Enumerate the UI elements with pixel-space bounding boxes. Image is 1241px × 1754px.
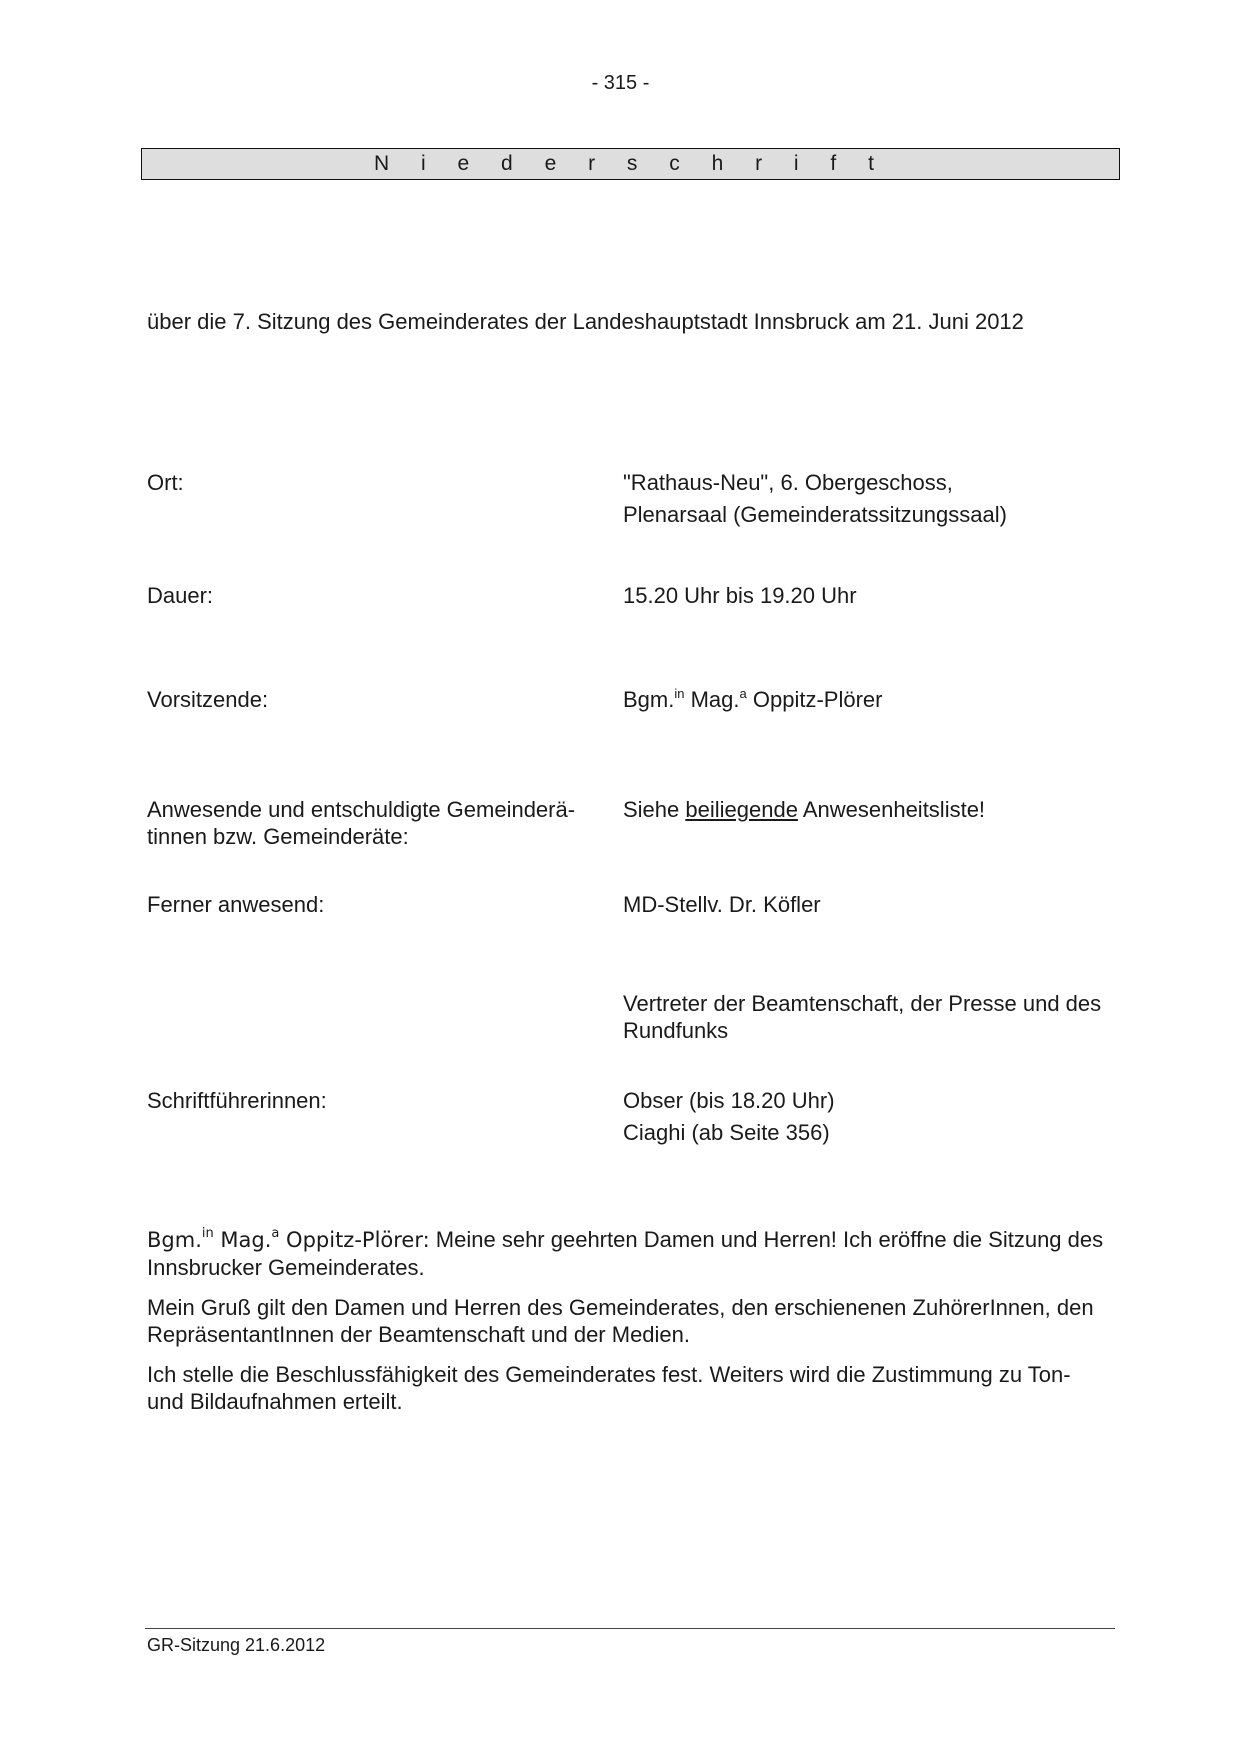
vorsitz-title-suffix: in xyxy=(674,686,685,701)
document-title: N i e d e r s c h r i f t xyxy=(141,148,1120,180)
speech-paragraph-1 xyxy=(147,1226,1107,1281)
speech-paragraph-2: Mein Gruß gilt den Damen und Herren des Gemeinderates, den erschienenen ZuhörerInnen, den RepräsentantInnen der Beamtenschaft und der Medien. xyxy=(147,1295,1094,1347)
footer-text: GR-Sitzung 21.6.2012 xyxy=(147,1635,326,1655)
speaker-degree: Mag. xyxy=(213,1228,272,1252)
vorsitz-name: Oppitz-Plörer xyxy=(746,687,883,712)
vorsitz-degree: Mag. xyxy=(684,687,740,712)
speaker-degree-suffix: a xyxy=(271,1226,280,1241)
vorsitz-label: Vorsitzende: xyxy=(147,687,269,712)
ort-value-line-2: Plenarsaal (Gemeinderatssitzungssaal) xyxy=(623,502,1007,527)
vorsitz-degree-suffix: a xyxy=(739,686,747,701)
page-number: - 315 - xyxy=(591,72,650,94)
dauer-value: 15.20 Uhr bis 19.20 Uhr xyxy=(623,583,857,608)
speaker-title: Bgm. xyxy=(147,1228,202,1252)
vorsitz-value xyxy=(623,684,1113,716)
footer-divider xyxy=(145,1628,1115,1629)
speaker-name: Oppitz-Plörer: xyxy=(279,1228,430,1252)
anwesend-label: Anwesende und entschuldigte Gemeinderä- tinnen bzw. Gemeinderäte: xyxy=(147,797,576,849)
anwesend-suffix: Anwesenheitsliste! xyxy=(797,797,986,822)
vorsitz-title: Bgm. xyxy=(623,687,675,712)
ort-value-line-1: "Rathaus-Neu", 6. Obergeschoss, xyxy=(623,470,953,495)
anwesend-value xyxy=(623,796,1113,823)
schrift-value-line-2: Ciaghi (ab Seite 356) xyxy=(623,1120,830,1145)
schrift-label: Schriftführerinnen: xyxy=(147,1088,327,1113)
speech-paragraph-3: Ich stelle die Beschlussfähigkeit des Gemeinderates fest. Weiters wird die Zustimmung zu Ton- und Bildaufnahmen erteilt. xyxy=(147,1362,1071,1414)
anwesend-underlined: beiliegende xyxy=(685,797,798,822)
vertreter-value: Vertreter der Beamtenschaft, der Presse und des Rundfunks xyxy=(623,991,1102,1043)
speech-text-1: Meine sehr geehrten Damen und Herren! Ich eröffne die Sitzung des Innsbrucker Gemeinderates. xyxy=(147,1227,1104,1280)
ferner-value: MD-Stellv. Dr. Köfler xyxy=(623,892,821,917)
schrift-value-line-1: Obser (bis 18.20 Uhr) xyxy=(623,1088,835,1113)
anwesend-prefix: Siehe xyxy=(623,797,686,822)
speaker-title-suffix: in xyxy=(201,1226,214,1241)
ferner-label: Ferner anwesend: xyxy=(147,892,325,917)
opening-speech xyxy=(147,1226,1107,1428)
ort-label: Ort: xyxy=(147,470,184,495)
dauer-label: Dauer: xyxy=(147,583,214,608)
meeting-subject: über die 7. Sitzung des Gemeinderates der Landeshauptstadt Innsbruck am 21. Juni 2012 xyxy=(147,309,1024,334)
ort-value xyxy=(623,467,1113,531)
speaker-label xyxy=(147,1228,430,1252)
schrift-value xyxy=(623,1085,1113,1149)
